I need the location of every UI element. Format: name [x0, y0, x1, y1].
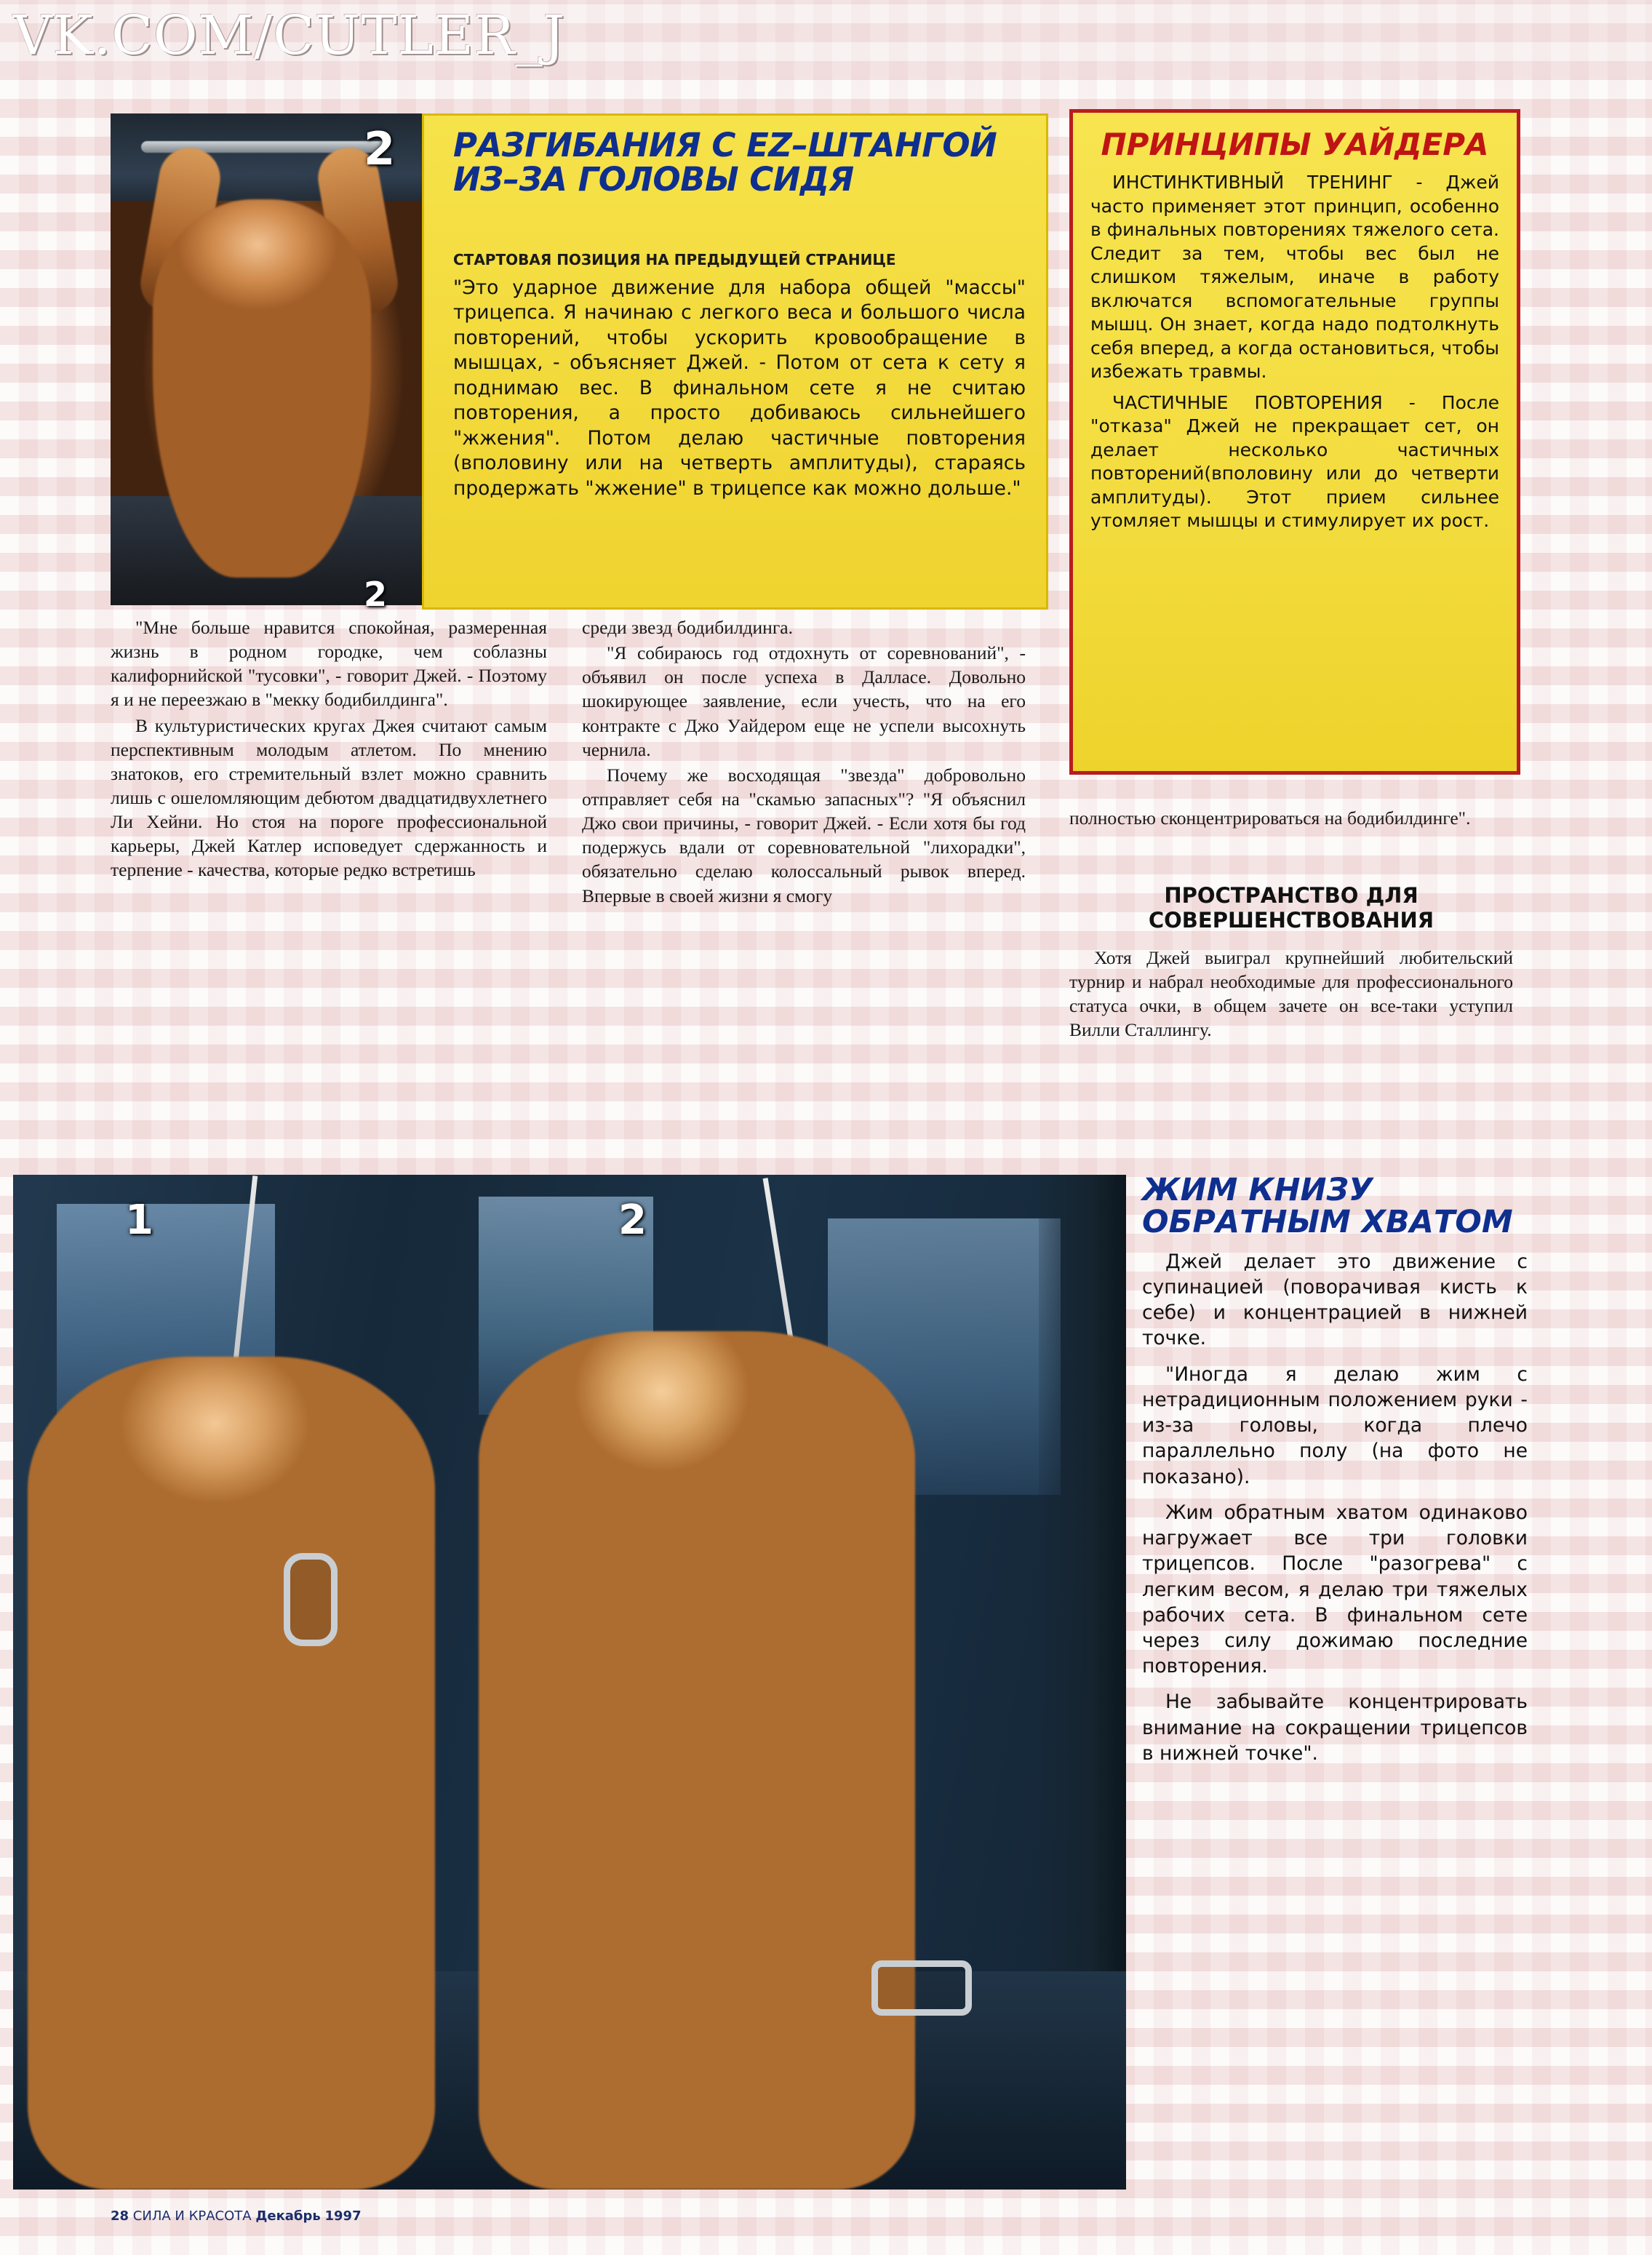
- page-number: 28: [111, 2208, 129, 2224]
- article-paragraph: среди звезд бодибилдинга.: [582, 617, 793, 638]
- weider-principles-sidebar: [1069, 109, 1520, 775]
- gym-machine: [1039, 1175, 1126, 1975]
- weider-body: [1073, 167, 1517, 533]
- article-paragraph: "Мне больше нравится спокойная, размеренная жизнь в родном городке, чем соблазны калифорнийской "тусовки", - говорит Джей. - Поэтому я и не переезжаю в "мекку бодибилдинга".: [111, 617, 547, 711]
- exercise-quote: "Это ударное движение для набора общей "массы" трицепса. Я начинаю с легкого веса и большого числа повторений, чтобы ускорить кровообращение в мышцах, - объясняет Джей. - Потом от сета к сету я поднимаю вес. В финальном сете я не считаю повторения, а просто добиваюсь сильнейшего "жжения". Потом делаю частичные повторения (вполовину или на четверть амплитуды), стараясь продержать "жжение" в трицепсе как можно дольше.": [453, 276, 1026, 500]
- article-paragraph: Хотя Джей выиграл крупнейший любительский турнир и набрал необходимые для профессионального статуса очки, в общем зачете он все-таки уступил Вилли Сталлингу.: [1069, 947, 1513, 1041]
- watermark-text: VK.COM/CUTLER_J: [13, 4, 566, 67]
- article-column-right-bottom: [1069, 946, 1513, 1044]
- weider-paragraph: ИНСТИНКТИВНЫЙ ТРЕНИНГ - Джей часто применяет этот принцип, особенно в финальных повторениях тяжелого сета. Следит за тем, чтобы вес был не слишком тяжелым, иначе в работу включатся вспомогательные группы мышц. Он знает, когда надо подтолкнуть себя вперед, а когда остановиться, чтобы избежать травмы.: [1090, 172, 1499, 383]
- photo-number-badge-bottom: 2: [364, 575, 388, 614]
- reverse-grip-title: ЖИМ КНИЗУ ОБРАТНЫМ ХВАТОМ: [1142, 1172, 1513, 1240]
- weider-paragraph: ЧАСТИЧНЫЕ ПОВТОРЕНИЯ - После "отказа" Джей не прекращает сет, он делает несколько частичных повторений(вполовину или до четверти амплитуды). Этот прием сильнее утомляет мышцы и стимулирует их рост.: [1090, 391, 1499, 532]
- watermark-banner: [0, 0, 1652, 76]
- athlete-figure-left: [28, 1357, 435, 2190]
- reverse-grip-body: [1142, 1249, 1528, 1766]
- reverse-grip-paragraph: Джей делает это движение с супинацией (поворачивая кисть к себе) и концентрацией в нижней точке.: [1142, 1250, 1528, 1350]
- page-footer: [111, 2208, 362, 2224]
- cable-handle-right: [871, 1960, 972, 2016]
- exercise-number-badge: 2: [364, 122, 396, 175]
- issue-month: Декабрь: [255, 2208, 321, 2224]
- athlete-figure-right: [479, 1331, 915, 2190]
- reverse-grip-section: [1142, 1172, 1528, 2190]
- cable-handle-left: [284, 1553, 338, 1646]
- article-paragraph: Почему же восходящая "звезда" добровольно отправляет себя на "скамью запасных"? "Я объяснил Джо свои причины, - говорит Джей. - Если хотя бы год подержусь вдали от соревновательной "лихорадки", обязательно сделаю колоссальный рывок вперед. Впервые в своей жизни я смогу: [582, 764, 1026, 906]
- issue-year: 1997: [324, 2208, 362, 2224]
- article-paragraph: В культуристических кругах Джея считают самым перспективным молодым атлетом. По мнению знатоков, его стремительный взлет можно сравнить лишь с ошеломляющим дебютом двадцатидвухлетнего Ли Хейни. Но стоя на пороге профессиональной карьеры, Джей Катлер исповедует сдержанность и терпение - качества, которые редко встретишь: [111, 714, 547, 881]
- section-heading-improvement: ПРОСТРАНСТВО ДЛЯ СОВЕРШЕНСТВОВАНИЯ: [1148, 883, 1434, 933]
- magazine-name: СИЛА И КРАСОТА: [132, 2208, 252, 2224]
- reverse-grip-paragraph: Жим обратным хватом одинаково нагружает все три головки трицепсов. После "разогрева" с легким весом, я делаю три тяжелых рабочих сета. В финальном сете через силу дожимаю последние повторения.: [1142, 1501, 1528, 1678]
- article-paragraph: "Я собираюсь год отдохнуть от соревнований", - объявил он после успеха в Далласе. Довольно шокирующее заявление, если учесть, что на его контракте с Джо Уайдером еще не успели высохнуть чернила.: [582, 642, 1026, 760]
- reverse-grip-paragraph: "Иногда я делаю жим с нетрадиционным положением руки - из-за головы, когда плечо параллельно полу (на фото не показано).: [1142, 1362, 1528, 1488]
- photo-number-badge-1: 1: [125, 1197, 153, 1244]
- exercise-subline: СТАРТОВАЯ ПОЗИЦИЯ НА ПРЕДЫДУЩЕЙ СТРАНИЦЕ: [453, 251, 896, 268]
- article-column-middle: [582, 615, 1026, 909]
- weider-title: ПРИНЦИПЫ УАЙДЕРА: [1101, 127, 1489, 162]
- exercise-description-block: [422, 113, 1048, 610]
- photo-reverse-grip-pushdown: [13, 1175, 1126, 2190]
- athlete-torso: [153, 199, 371, 578]
- article-paragraph: полностью сконцентрироваться на бодибилдинге".: [1069, 807, 1471, 829]
- exercise-headline: РАЗГИБАНИЯ С EZ–ШТАНГОЙ ИЗ–ЗА ГОЛОВЫ СИДЯ: [453, 126, 997, 199]
- article-column-left: [111, 615, 547, 884]
- photo-number-badge-2: 2: [618, 1197, 647, 1244]
- photo-overhead-extension: [111, 113, 423, 605]
- reverse-grip-paragraph: Не забывайте концентрировать внимание на сокращении трицепсов в нижней точке".: [1142, 1691, 1528, 1765]
- article-column-right-top: [1069, 806, 1513, 831]
